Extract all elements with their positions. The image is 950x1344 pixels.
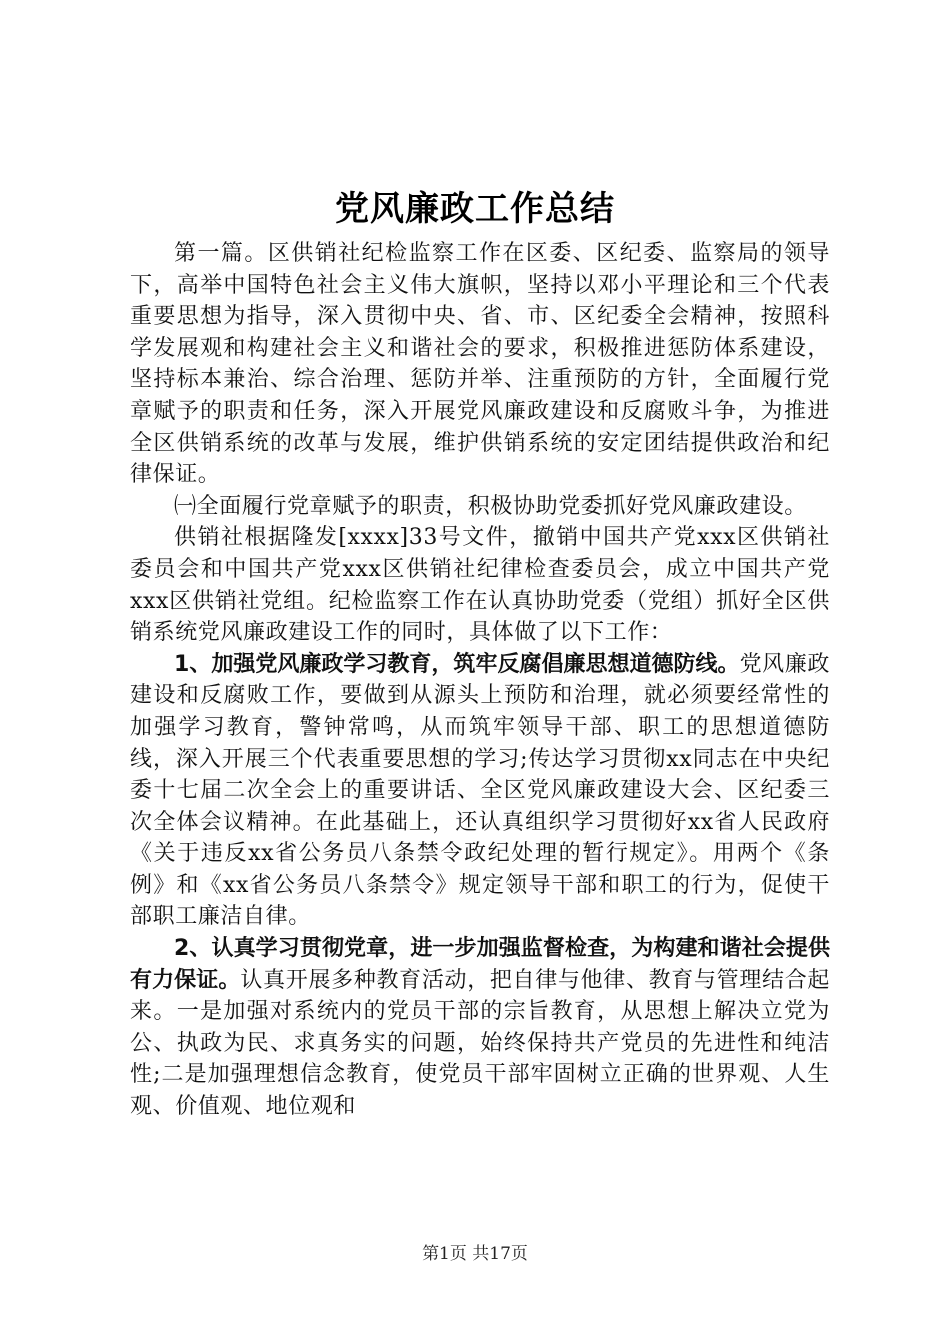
paragraph-section-one-text: ㈠全面履行党章赋予的职责，积极协助党委抓好党风廉政建设。 — [174, 493, 807, 519]
page-footer: 第1页 共17页 — [422, 1244, 528, 1264]
paragraph-section-one — [130, 491, 830, 523]
item-1-text: 党风廉政建设和反腐败工作，要做到从源头上预防和治理，就必须要经常性的加强学习教育，警钟常鸣，从而筑牢领导干部、职工的思想道德防线，深入开展三个代表重要思想的学习;传达学习贯彻xx同志在中央纪委十七届二次全会上的重要讲话、全区党风廉政建设大会、区纪委三次全体会议精神。在此基础上，还认真组织学习贯彻好xx省人民政府《关于违反xx省公务员八条禁令政纪处理的暂行规定》。用两个《条例》和《xx省公务员八条禁令》规定领导干部和职工的行为，促使干部职工廉洁自律。 — [130, 651, 830, 930]
paragraph-item-1 — [130, 649, 830, 933]
item-2-text: 认真开展多种教育活动，把自律与他律、教育与管理结合起来。一是加强对系统内的党员干部的宗旨教育，从思想上解决立党为公、执政为民、求真务实的问题，始终保持共产党员的先进性和纯洁性;二是加强理想信念教育，使党员干部牢固树立正确的世界观、人生观、价值观、地位观和 — [130, 967, 830, 1120]
paragraph-background — [130, 522, 830, 648]
paragraph-background-text: 供销社根据隆发[xxxx]33号文件，撤销中国共产党xxx区供销社委员会和中国共产党xxx区供销社纪律检查委员会，成立中国共产党xxx区供销社党组。纪检监察工作在认真协助党委（党组）抓好全区供销系统党风廉政建设工作的同时，具体做了以下工作： — [130, 525, 830, 646]
paragraph-intro — [130, 238, 830, 491]
item-1-heading: 1、加强党风廉政学习教育，筑牢反腐倡廉思想道德防线。 — [174, 651, 740, 677]
document-title: 党风廉政工作总结 — [335, 189, 615, 229]
item-2-heading: 2、认真学习贯彻党章，进一步加强监督检查，为构建和谐社会提供有力保证。 — [130, 936, 830, 993]
paragraph-intro-text: 第一篇。区供销社纪检监察工作在区委、区纪委、监察局的领导下，高举中国特色社会主义伟大旗帜，坚持以邓小平理论和三个代表重要思想为指导，深入贯彻中央、省、市、区纪委全会精神，按照科学发展观和构建社会主义和谐社会的要求，积极推进惩防体系建设，坚持标本兼治、综合治理、惩防并举、注重预防的方针，全面履行党章赋予的职责和任务，深入开展党风廉政建设和反腐败斗争，为推进全区供销系统的改革与发展，维护供销系统的安定团结提供政治和纪律保证。 — [130, 241, 830, 488]
paragraph-item-2 — [130, 933, 830, 1123]
document-body — [130, 238, 830, 1123]
